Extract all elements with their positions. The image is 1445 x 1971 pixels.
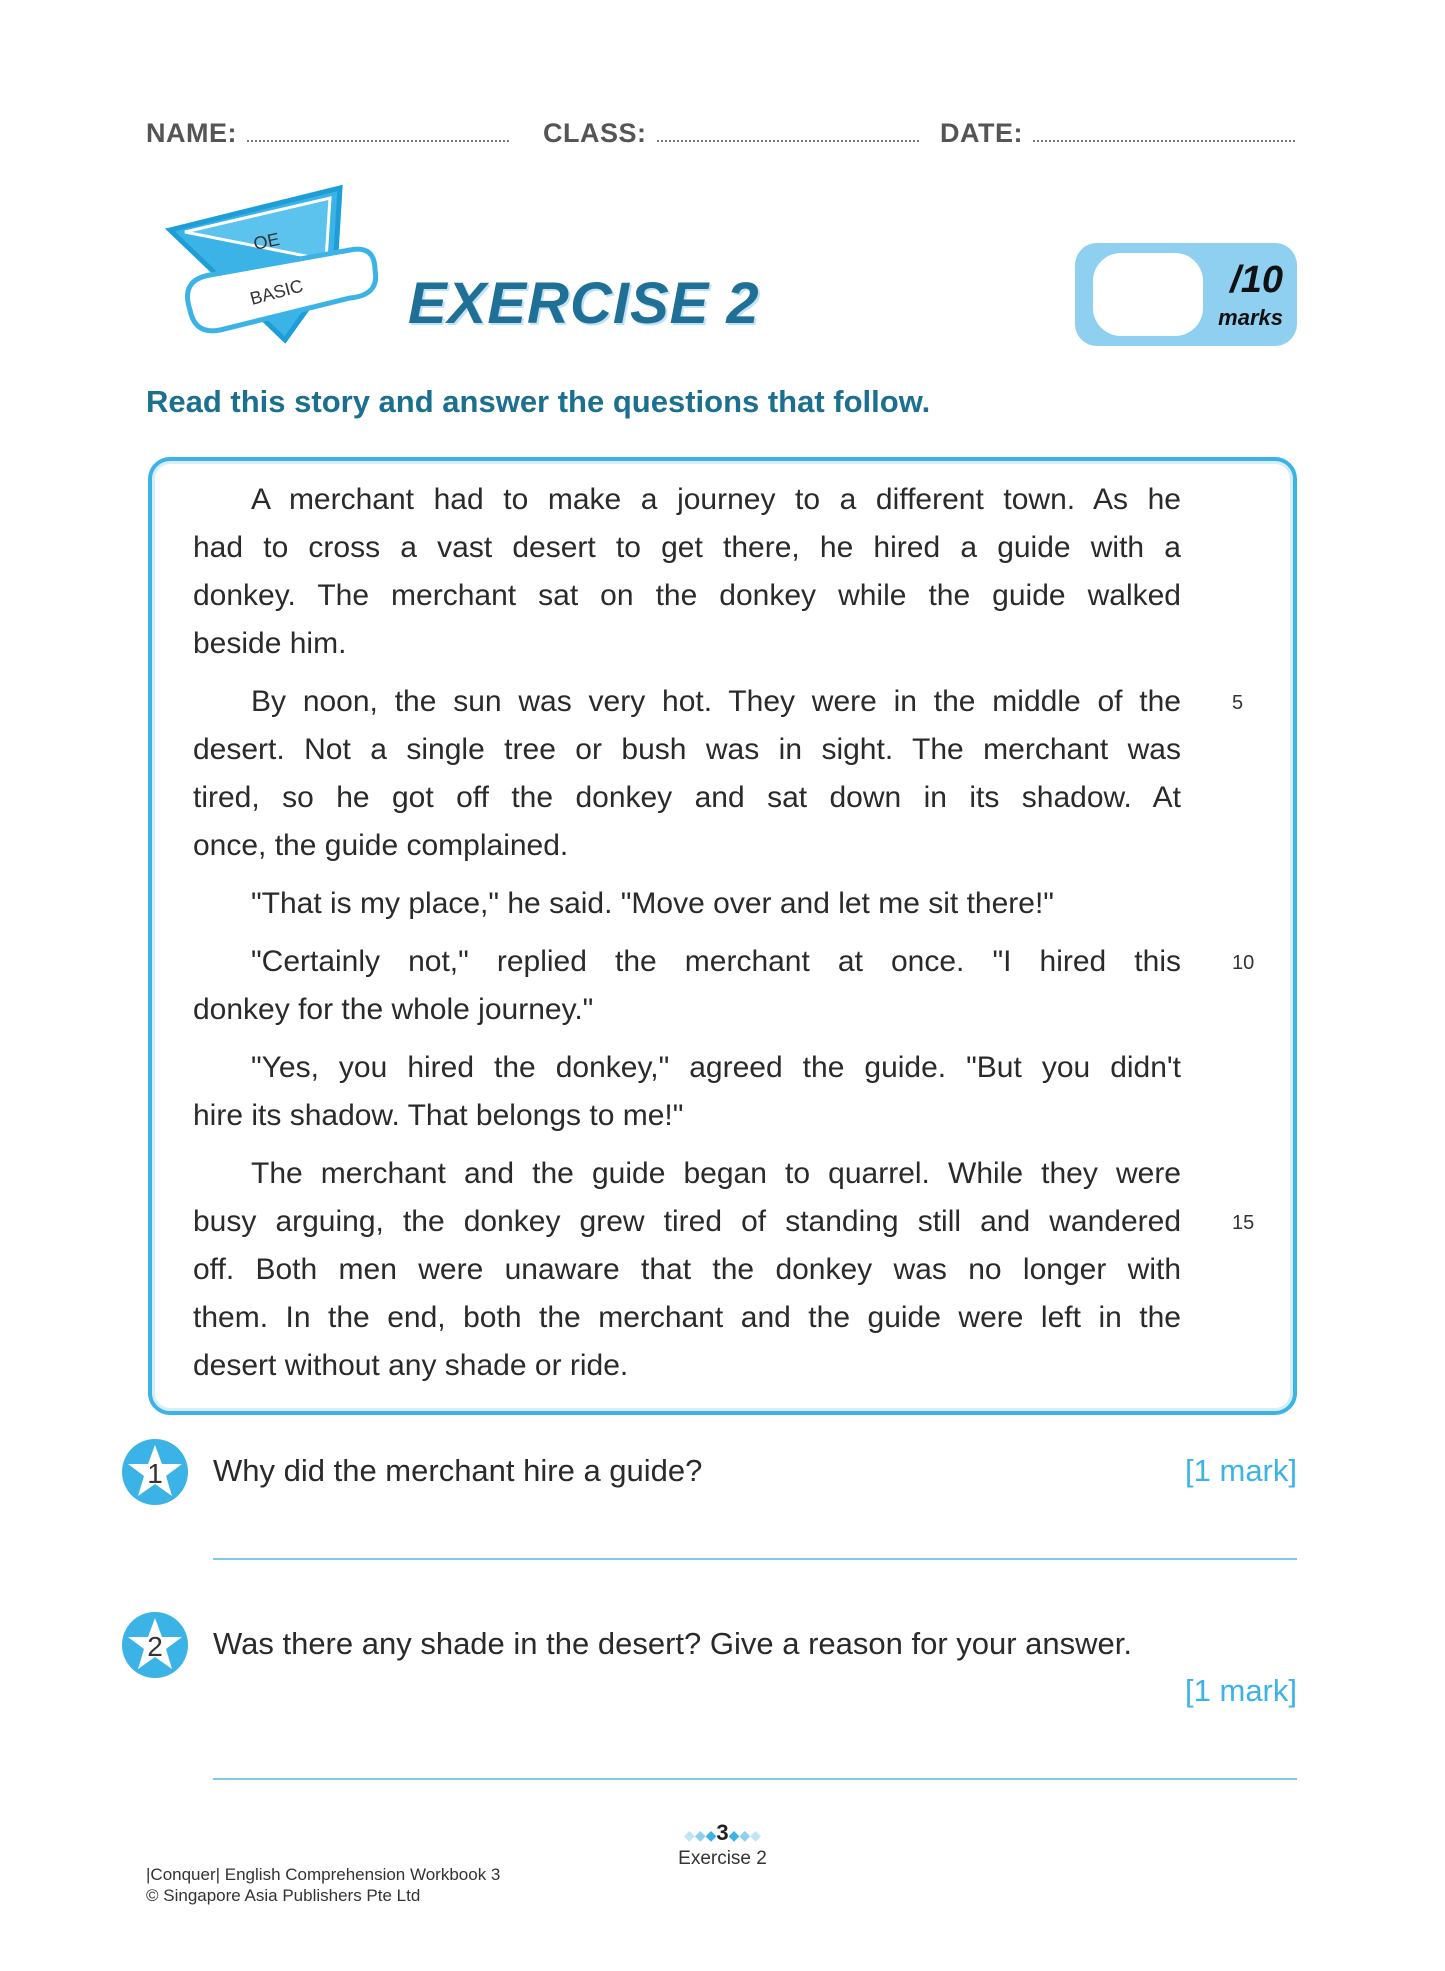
- question-1-star-icon: [120, 1437, 190, 1507]
- question-1-number: 1: [147, 1458, 163, 1489]
- marks-total: /10: [1230, 259, 1283, 301]
- line-number: 5: [1232, 692, 1244, 714]
- badge-top-text: OE: [251, 228, 282, 254]
- question-1-mark: [1 mark]: [1185, 1453, 1297, 1488]
- badge-bottom-text: BASIC: [247, 275, 306, 309]
- instruction: Read this story and answer the questions that follow.: [146, 384, 931, 419]
- name-field[interactable]: [146, 118, 509, 149]
- line-number: 15: [1232, 1212, 1255, 1234]
- page-number-value: 3: [716, 1820, 729, 1845]
- question-2-star-icon: [120, 1610, 190, 1680]
- story-line: donkey. The merchant sat on the donkey while the guide walked: [193, 579, 1181, 612]
- question-2-text: Was there any shade in the desert? Give a reason for your answer.: [213, 1626, 1133, 1661]
- story-line: desert without any shade or ride.: [193, 1349, 629, 1382]
- class-field[interactable]: [543, 118, 919, 149]
- score-input-area[interactable]: [1093, 253, 1203, 336]
- story-line: had to cross a vast desert to get there, he hired a guide with a: [193, 531, 1181, 564]
- story-line: donkey for the whole journey.": [193, 993, 594, 1026]
- date-field[interactable]: [940, 118, 1295, 149]
- story-line: By noon, the sun was very hot. They were in the middle of the: [251, 685, 1181, 718]
- marks-label: marks: [1218, 305, 1283, 330]
- line-number: 10: [1232, 952, 1255, 974]
- question-2-mark: [1 mark]: [1185, 1673, 1297, 1708]
- question-1-answer-line[interactable]: [213, 1558, 1297, 1560]
- story-line: hire its shadow. That belongs to me!": [193, 1099, 684, 1132]
- story-line: "Yes, you hired the donkey," agreed the guide. "But you didn't: [251, 1051, 1181, 1084]
- story-line: beside him.: [193, 627, 347, 660]
- level-badge: [160, 180, 390, 350]
- story-line: desert. Not a single tree or bush was in sight. The merchant was: [193, 733, 1181, 766]
- story-line: off. Both men were unaware that the donkey was no longer with: [193, 1253, 1181, 1286]
- story-line: "Certainly not," replied the merchant at once. "I hired this: [251, 945, 1181, 978]
- footer-book: |Conquer| English Comprehension Workbook 3: [146, 1865, 501, 1884]
- date-label: DATE:: [940, 118, 1023, 148]
- page-number: ◆◆◆3◆◆◆: [684, 1820, 761, 1845]
- story-line: busy arguing, the donkey grew tired of standing still and wandered: [193, 1205, 1181, 1238]
- story-line: them. In the end, both the merchant and the guide were left in the: [193, 1301, 1181, 1334]
- story-line: tired, so he got off the donkey and sat down in its shadow. At: [193, 781, 1181, 814]
- story-line: once, the guide complained.: [193, 829, 569, 862]
- class-label: CLASS:: [543, 118, 647, 148]
- marks-box: [1075, 243, 1297, 346]
- story-line: A merchant had to make a journey to a different town. As he: [251, 483, 1181, 516]
- question-1-text: Why did the merchant hire a guide?: [213, 1453, 703, 1488]
- footer-copyright: © Singapore Asia Publishers Pte Ltd: [146, 1886, 421, 1905]
- name-label: NAME:: [146, 118, 237, 148]
- exercise-title: EXERCISE 2: [408, 271, 760, 336]
- story-line: "That is my place," he said. "Move over and let me sit there!": [251, 887, 1054, 920]
- story-line: The merchant and the guide began to quarrel. While they were: [251, 1157, 1181, 1190]
- question-2-number: 2: [147, 1631, 163, 1662]
- footer-section: Exercise 2: [678, 1848, 767, 1869]
- question-2-answer-line[interactable]: [213, 1778, 1297, 1780]
